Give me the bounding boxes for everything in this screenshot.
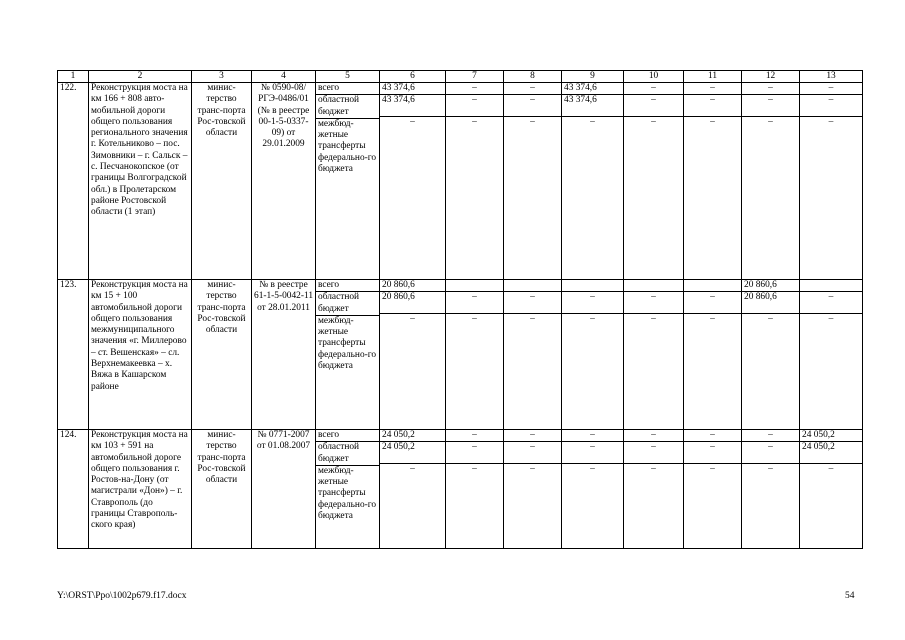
- value-cell: 20 860,6: [742, 292, 799, 314]
- table-row: [58, 280, 863, 430]
- value-column-11: [684, 83, 742, 280]
- column-header-10: 10: [624, 71, 684, 83]
- object-name: Реконструкция моста на км 15 + 100 автомобильной дороги общего пользования межмуниципального значения «г. Миллерово – ст. Вешенская» – сл. Верхнемакеевка – х. Вяжа в Кашарском районе: [89, 280, 192, 430]
- value-cell: –: [530, 314, 535, 324]
- object-name: Реконструкция моста на км 166 + 808 авто-мобильной дороги общего пользования регионального значения г. Котельниково – пос. Зимовники – г. Сальск – с. Песчанокопское (от границы Волгоградской обл.) в Пролетарском районе Ростовской области (1 этап): [89, 83, 192, 280]
- value-column-8: [504, 430, 562, 549]
- value-column-6: [380, 430, 446, 549]
- column-header-2: 2: [89, 71, 192, 83]
- funding-source-label: межбюд-жетные трансферты федерально-го бюджета: [318, 465, 377, 522]
- funding-sources: [316, 280, 380, 430]
- value-column-10: [624, 280, 684, 430]
- value-cell: –: [410, 464, 415, 475]
- value-column-11: [684, 430, 742, 549]
- funding-source-label: областной бюджет: [316, 292, 379, 316]
- value-cell: –: [742, 442, 799, 464]
- value-cell: [504, 280, 561, 292]
- column-header-6: 6: [380, 71, 446, 83]
- funding-sources: [316, 83, 380, 280]
- value-cell: 43 374,6: [380, 95, 445, 117]
- table-header: [58, 71, 863, 83]
- funding-source-label: межбюд-жетные трансферты федерально-го бюджета: [318, 315, 377, 372]
- value-cell: –: [684, 442, 741, 464]
- funding-source-label: областной бюджет: [316, 442, 379, 466]
- column-header-7: 7: [446, 71, 504, 83]
- value-cell: –: [800, 83, 862, 95]
- value-cell: –: [624, 430, 683, 442]
- document-reference: № 0771-2007 от 01.08.2007: [252, 430, 316, 549]
- value-cell: –: [446, 430, 503, 442]
- value-cell: –: [710, 314, 715, 324]
- value-cell: 24 050,2: [800, 430, 862, 442]
- budget-table: [57, 70, 863, 549]
- value-cell: –: [530, 117, 535, 128]
- document-reference: № 0590-08/ РГЭ-0486/01 (№ в реестре 00-1-5-0337-09) от 29.01.2009: [252, 83, 316, 280]
- value-cell: –: [651, 117, 656, 128]
- column-header-3: 3: [192, 71, 252, 83]
- value-cell: 43 374,6: [562, 95, 623, 117]
- value-cell: [446, 280, 503, 292]
- value-cell: [624, 280, 683, 292]
- value-cell: –: [562, 442, 623, 464]
- funding-source-label: всего: [316, 430, 379, 442]
- document-reference: № в реестре 61-1-5-0042-11 от 28.01.2011: [252, 280, 316, 430]
- value-column-8: [504, 280, 562, 430]
- value-cell: –: [684, 292, 741, 314]
- value-cell: –: [742, 430, 799, 442]
- funding-source-label: межбюд-жетные трансферты федерально-го бюджета: [318, 118, 377, 175]
- value-cell: –: [800, 95, 862, 117]
- customer: минис-терство транс-порта Рос-товской области: [192, 83, 252, 280]
- value-cell: –: [742, 95, 799, 117]
- footer-page-number: 54: [845, 591, 855, 601]
- column-header-9: 9: [562, 71, 624, 83]
- value-column-13: [800, 83, 863, 280]
- value-cell: –: [742, 83, 799, 95]
- column-header-12: 12: [742, 71, 800, 83]
- value-cell: –: [446, 95, 503, 117]
- customer: минис-терство транс-порта Рос-товской области: [192, 430, 252, 549]
- value-column-9: [562, 83, 624, 280]
- value-cell: –: [800, 292, 862, 314]
- value-cell: –: [828, 464, 834, 475]
- value-cell: 24 050,2: [380, 442, 445, 464]
- value-column-7: [446, 430, 504, 549]
- value-column-7: [446, 280, 504, 430]
- value-cell: 43 374,6: [380, 83, 445, 95]
- value-cell: –: [472, 117, 477, 128]
- row-number: 124.: [58, 430, 89, 549]
- value-cell: [562, 280, 623, 292]
- value-cell: –: [624, 292, 683, 314]
- value-cell: –: [590, 464, 595, 475]
- value-cell: –: [768, 117, 773, 128]
- value-column-13: [800, 430, 863, 549]
- value-cell: –: [684, 95, 741, 117]
- funding-source-label: областной бюджет: [316, 95, 379, 119]
- value-cell: –: [651, 464, 656, 475]
- row-number: 122.: [58, 83, 89, 280]
- value-cell: –: [504, 442, 561, 464]
- value-cell: –: [710, 117, 715, 128]
- value-cell: –: [410, 314, 415, 325]
- value-cell: –: [446, 442, 503, 464]
- table-body: [58, 83, 863, 549]
- value-cell: 20 860,6: [380, 292, 445, 314]
- value-cell: –: [684, 83, 741, 95]
- value-cell: –: [446, 83, 503, 95]
- header-row: [58, 71, 863, 83]
- value-cell: –: [651, 314, 656, 324]
- value-cell: –: [504, 95, 561, 117]
- budget-table-sheet: [57, 70, 862, 549]
- column-header-8: 8: [504, 71, 562, 83]
- value-cell: 20 860,6: [742, 280, 799, 292]
- table-row: [58, 430, 863, 549]
- value-cell: –: [624, 442, 683, 464]
- value-column-9: [562, 280, 624, 430]
- value-cell: –: [530, 464, 535, 475]
- value-cell: –: [504, 430, 561, 442]
- value-column-12: [742, 280, 800, 430]
- value-cell: –: [590, 314, 595, 324]
- value-column-9: [562, 430, 624, 549]
- funding-source-label: всего: [316, 83, 379, 95]
- value-cell: –: [410, 117, 415, 128]
- value-column-12: [742, 83, 800, 280]
- value-column-11: [684, 280, 742, 430]
- value-column-10: [624, 83, 684, 280]
- value-cell: –: [472, 314, 477, 324]
- value-cell: –: [590, 117, 595, 128]
- value-cell: –: [504, 292, 561, 314]
- value-cell: –: [768, 314, 773, 325]
- value-cell: 20 860,6: [380, 280, 445, 292]
- funding-source-label: всего: [316, 280, 379, 292]
- table-row: [58, 83, 863, 280]
- row-number: 123.: [58, 280, 89, 430]
- customer: минис-терство транс-порта Рос-товской области: [192, 280, 252, 430]
- value-cell: 24 050,2: [800, 442, 862, 464]
- value-cell: –: [504, 83, 561, 95]
- value-cell: [800, 280, 862, 292]
- value-column-12: [742, 430, 800, 549]
- column-header-4: 4: [252, 71, 316, 83]
- value-column-6: [380, 280, 446, 430]
- column-header-1: 1: [58, 71, 89, 83]
- value-cell: –: [768, 464, 773, 475]
- value-cell: –: [624, 83, 683, 95]
- value-cell: –: [710, 464, 715, 475]
- footer-file-path: Y:\ORST\Ppo\1002p679.f17.docx: [57, 591, 187, 601]
- value-cell: –: [562, 430, 623, 442]
- value-cell: –: [472, 464, 477, 475]
- value-column-10: [624, 430, 684, 549]
- value-column-6: [380, 83, 446, 280]
- value-cell: –: [446, 292, 503, 314]
- value-cell: 43 374,6: [562, 83, 623, 95]
- value-column-8: [504, 83, 562, 280]
- funding-sources: [316, 430, 380, 549]
- value-column-7: [446, 83, 504, 280]
- value-cell: –: [828, 314, 834, 324]
- value-cell: 24 050,2: [380, 430, 445, 442]
- value-cell: [684, 280, 741, 292]
- column-header-13: 13: [800, 71, 863, 83]
- object-name: Реконструкция моста на км 103 + 591 на автомобильной дороге общего пользования г. Ростов-на-Дону (от магистрали «Дон») – г. Ставрополь (до границы Ставрополь-ского края): [89, 430, 192, 549]
- column-header-5: 5: [316, 71, 380, 83]
- value-cell: –: [828, 117, 834, 128]
- value-column-13: [800, 280, 863, 430]
- value-cell: –: [562, 292, 623, 314]
- value-cell: –: [684, 430, 741, 442]
- column-header-11: 11: [684, 71, 742, 83]
- value-cell: –: [624, 95, 683, 117]
